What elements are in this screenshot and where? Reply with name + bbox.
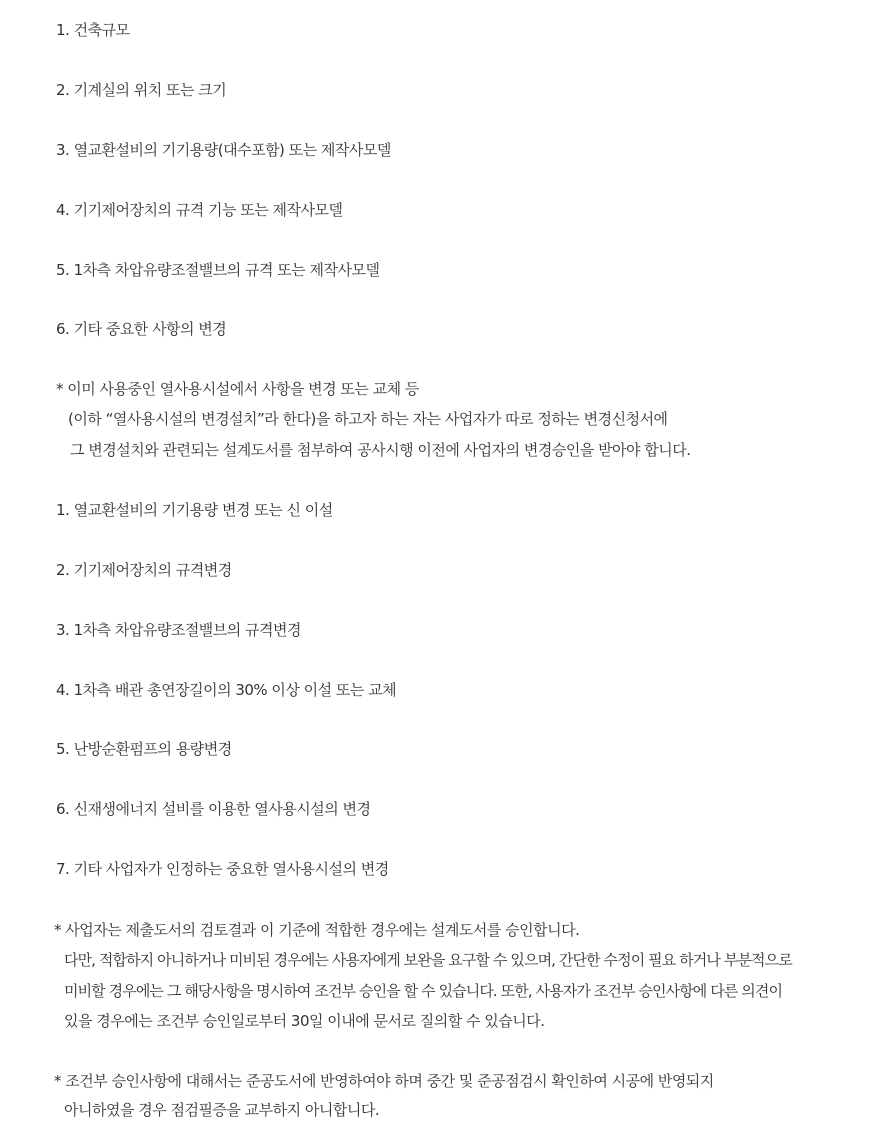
list-item: 3. 열교환설비의 기기용량(대수포함) 또는 제작사모델 xyxy=(56,141,391,159)
note-line: 그 변경설치와 관련되는 설계도서를 첨부하여 공사시행 이전에 사업자의 변경승인을 받아야 합니다. xyxy=(70,441,691,459)
list-item: 3. 1차측 차압유량조절밸브의 규격변경 xyxy=(56,621,302,639)
note-line: * 조건부 승인사항에 대해서는 준공도서에 반영하여야 하며 중간 및 준공점검시 확인하여 시공에 반영되지 xyxy=(54,1072,714,1090)
note-line: * 이미 사용중인 열사용시설에서 사항을 변경 또는 교체 등 xyxy=(56,380,419,398)
list-item: 5. 1차측 차압유량조절밸브의 규격 또는 제작사모델 xyxy=(56,261,380,279)
note-line: 아니하였을 경우 점검필증을 교부하지 아니합니다. xyxy=(64,1101,380,1119)
list-item: 7. 기타 사업자가 인정하는 중요한 열사용시설의 변경 xyxy=(56,860,389,878)
note-line: 있을 경우에는 조건부 승인일로부터 30일 이내에 문서로 질의할 수 있습니다. xyxy=(64,1012,545,1030)
note-line: 미비할 경우에는 그 해당사항을 명시하여 조건부 승인을 할 수 있습니다. 또한, 사용자가 조건부 승인사항에 다른 의견이 xyxy=(64,982,783,1000)
note-line: (이하 “열사용시설의 변경설치”라 한다)을 하고자 하는 자는 사업자가 따로 정하는 변경신청서에 xyxy=(68,410,668,428)
list-item: 1. 열교환설비의 기기용량 변경 또는 신 이설 xyxy=(56,501,333,519)
note-line: * 사업자는 제출도서의 검토결과 이 기준에 적합한 경우에는 설계도서를 승인합니다. xyxy=(54,921,580,939)
list-item: 6. 기타 중요한 사항의 변경 xyxy=(56,320,227,338)
list-item: 2. 기계실의 위치 또는 크기 xyxy=(56,81,227,99)
note-line: 다만, 적합하지 아니하거나 미비된 경우에는 사용자에게 보완을 요구할 수 있으며, 간단한 수정이 필요 하거나 부분적으로 xyxy=(64,951,792,969)
list-item: 4. 1차측 배관 총연장길이의 30% 이상 이설 또는 교체 xyxy=(56,681,397,699)
list-item: 2. 기기제어장치의 규격변경 xyxy=(56,561,232,579)
list-item: 5. 난방순환펌프의 용량변경 xyxy=(56,740,232,758)
list-item: 6. 신재생에너지 설비를 이용한 열사용시설의 변경 xyxy=(56,800,371,818)
list-item: 4. 기기제어장치의 규격 기능 또는 제작사모델 xyxy=(56,201,343,219)
list-item: 1. 건축규모 xyxy=(56,21,130,39)
